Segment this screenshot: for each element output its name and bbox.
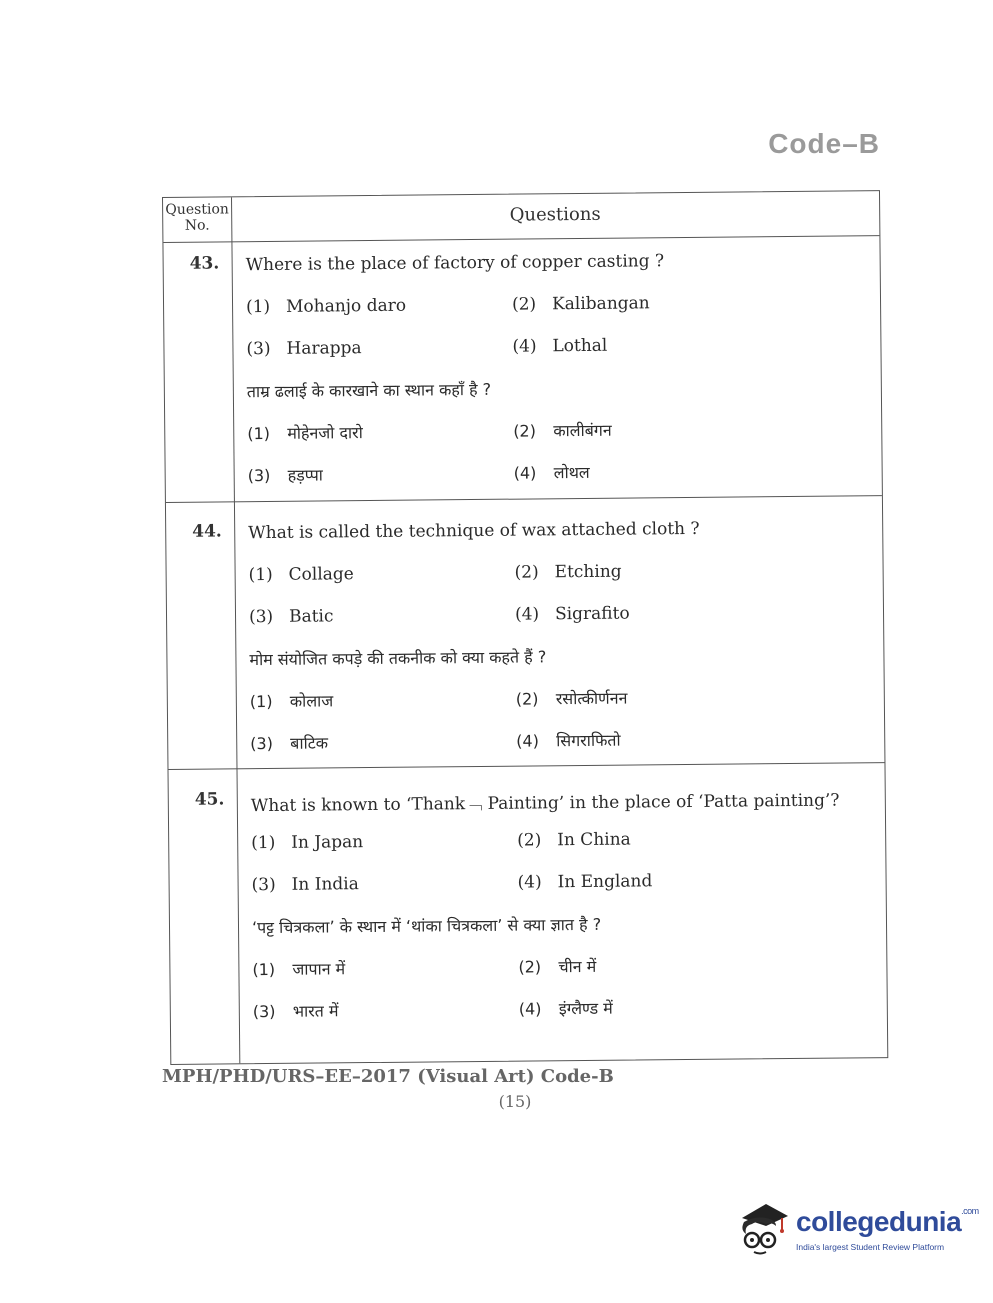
- q44-hi-option-2: [516, 687, 628, 710]
- q44-hi-option-4: [516, 729, 621, 752]
- logo-name-text: collegedunia: [796, 1206, 962, 1237]
- question-45-en: What is known to ‘Thank﹁ Painting’ in the place of ‘Patta painting’?: [250, 790, 840, 817]
- question-number-44: 44.: [192, 521, 222, 542]
- option-text: Sigrafito: [554, 603, 630, 625]
- header-questions: Questions: [509, 203, 601, 226]
- option-number: (3): [252, 1001, 276, 1022]
- logo-suffix: .com: [961, 1206, 979, 1216]
- q44-en-option-4: [515, 604, 630, 625]
- option-text: इंग्लैण्ड में: [558, 998, 613, 1019]
- question-number-45: 45.: [194, 789, 225, 810]
- q43-en-option-3: [246, 338, 361, 359]
- question-44-hi: मोम संयोजित कपड़े की तकनीक को क्या कहते हैं ?: [249, 647, 547, 670]
- option-number: (2): [517, 830, 542, 851]
- option-number: (2): [518, 957, 542, 977]
- option-text: Lothal: [552, 335, 608, 357]
- option-text: चीन में: [558, 956, 597, 977]
- q45-en-option-2: [517, 830, 631, 851]
- q43-hi-option-4: [514, 461, 590, 484]
- option-text: Harappa: [286, 338, 362, 359]
- option-text: Kalibangan: [551, 293, 650, 315]
- option-number: (4): [513, 463, 537, 483]
- option-text: Mohanjo daro: [285, 295, 407, 317]
- q43-en-option-2: [512, 293, 650, 314]
- option-number: (3): [248, 606, 274, 628]
- footer-exam-code: MPH/PHD/URS–EE–2017 (Visual Art) Code-B: [162, 1066, 614, 1087]
- option-number: (4): [518, 999, 542, 1019]
- option-text: कालीबंगन: [553, 420, 612, 441]
- question-44-en: What is called the technique of wax attached cloth ?: [248, 518, 700, 544]
- option-number: (2): [511, 294, 537, 315]
- option-text: Batic: [288, 606, 334, 627]
- q43-hi-option-1: [247, 421, 363, 444]
- table-header: [163, 191, 879, 243]
- option-text: रसोत्कीर्णनन: [555, 688, 628, 709]
- question-45-hi: ‘पट्ट चित्रकला’ के स्थान में ‘थांका चित्रकला’ से क्या ज्ञात है ?: [251, 914, 602, 938]
- option-number: (3): [247, 465, 271, 486]
- q43-en-option-1: [246, 296, 406, 318]
- option-number: (4): [512, 336, 537, 357]
- q45-hi-option-2: [518, 955, 596, 978]
- option-text: In India: [291, 874, 359, 895]
- logo-tagline: India's largest Student Review Platform: [796, 1242, 945, 1252]
- logo-wordmark: [796, 1206, 979, 1238]
- option-text: जापान में: [292, 959, 346, 979]
- option-text: कोलाज: [289, 691, 334, 711]
- collegedunia-logo: [736, 1196, 979, 1262]
- option-text: Collage: [288, 564, 354, 585]
- option-text: In China: [557, 829, 631, 851]
- header-question-no: Question No.: [165, 201, 229, 234]
- page-number: (15): [498, 1092, 532, 1111]
- questions-table: [162, 190, 888, 1065]
- q44-en-option-3: [249, 606, 334, 627]
- option-text: लोथल: [553, 462, 590, 483]
- option-number: (4): [517, 872, 542, 893]
- code-label: Code–B: [768, 128, 880, 159]
- column-divider: [231, 197, 240, 1063]
- q45-hi-option-1: [252, 957, 345, 980]
- q45-hi-option-3: [253, 999, 339, 1022]
- option-text: सिगराफितो: [556, 730, 621, 751]
- option-text: बाटिक: [290, 733, 329, 753]
- option-number: (4): [514, 604, 540, 625]
- q43-hi-option-2: [513, 419, 612, 442]
- option-text: भारत में: [292, 1001, 339, 1021]
- mascot-icon: [736, 1200, 792, 1256]
- question-number-43: 43.: [189, 253, 220, 274]
- option-number: (1): [247, 423, 271, 444]
- q45-hi-option-4: [519, 997, 613, 1020]
- q43-en-option-4: [512, 336, 607, 357]
- option-text: हड़प्पा: [287, 465, 323, 485]
- option-number: (3): [251, 874, 276, 896]
- option-number: (4): [516, 731, 540, 751]
- option-number: (1): [249, 691, 273, 712]
- option-number: (1): [248, 564, 273, 586]
- option-number: (3): [250, 733, 274, 754]
- option-text: Etching: [554, 561, 622, 583]
- option-number: (3): [246, 338, 271, 360]
- option-number: (1): [245, 296, 271, 318]
- row-separator: [166, 495, 882, 503]
- option-number: (1): [252, 959, 276, 980]
- option-number: (2): [513, 421, 537, 441]
- q44-hi-option-3: [250, 731, 328, 754]
- q43-hi-option-3: [248, 463, 323, 486]
- option-number: (2): [514, 562, 539, 583]
- q45-en-option-4: [518, 871, 653, 892]
- question-43-hi: ताम्र ढलाई के कारखाने का स्थान कहाँ है ?: [246, 379, 492, 402]
- q44-en-option-2: [515, 562, 622, 583]
- row-separator: [168, 762, 884, 770]
- q44-hi-option-1: [250, 689, 334, 712]
- option-number: (2): [515, 689, 539, 709]
- option-text: मोहेनजो दारो: [287, 423, 363, 443]
- option-number: (1): [251, 832, 276, 854]
- q44-en-option-1: [249, 564, 354, 585]
- option-text: In England: [557, 871, 653, 893]
- question-43-en: Where is the place of factory of copper casting ?: [245, 251, 665, 276]
- option-text: In Japan: [291, 832, 364, 853]
- q45-en-option-1: [251, 832, 363, 853]
- q45-en-option-3: [252, 874, 359, 895]
